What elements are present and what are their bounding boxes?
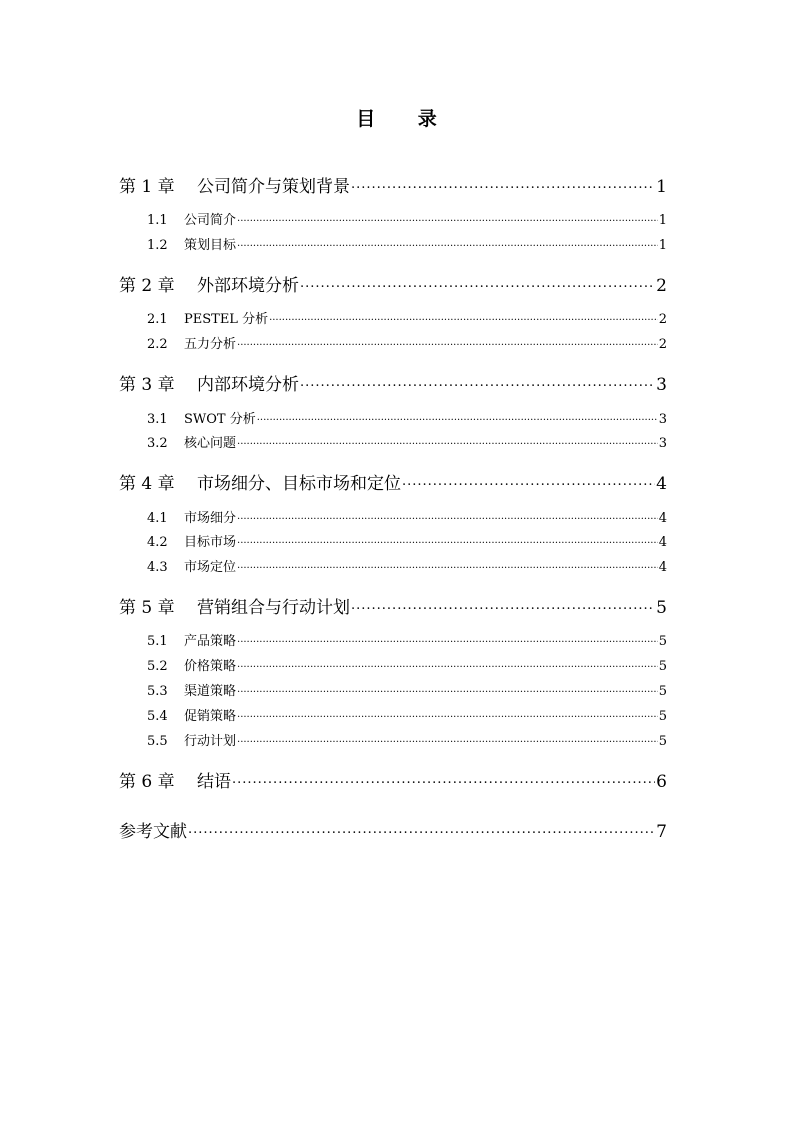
entry-page-number: 5: [658, 734, 667, 749]
entry-page-number: 5: [658, 634, 667, 649]
entry-number: 2.2: [147, 337, 168, 352]
entry-label: 目标市场: [184, 535, 237, 550]
dot-leader: [237, 211, 658, 224]
entry-page-number: 4: [656, 474, 667, 494]
entry-page-number: 6: [656, 772, 667, 792]
entry-number: 3.1: [147, 412, 168, 427]
dot-leader: [237, 509, 658, 522]
dot-leader: [237, 335, 658, 348]
entry-label: 外部环境分析: [197, 276, 299, 296]
entry-page-number: 5: [658, 709, 667, 724]
entry-label: 产品策略: [184, 634, 237, 649]
entry-page-number: 4: [658, 535, 667, 550]
toc-entry-section-3-2[interactable]: [147, 432, 667, 451]
entry-label: 市场细分、目标市场和定位: [197, 474, 401, 494]
dot-leader: [237, 434, 658, 447]
toc-entry-section-5-3[interactable]: [147, 680, 667, 699]
entry-label: 市场定位: [184, 560, 237, 575]
entry-page-number: 5: [658, 659, 667, 674]
entry-label: 五力分析: [184, 337, 237, 352]
dot-leader: [237, 558, 658, 571]
entry-label: 策划目标: [184, 238, 237, 253]
dot-leader: [237, 707, 658, 720]
dot-leader: [232, 770, 655, 787]
dot-leader: [237, 632, 658, 645]
entry-number: 1.2: [147, 238, 168, 253]
entry-label: 促销策略: [184, 709, 237, 724]
entry-label: PESTEL 分析: [184, 312, 269, 327]
toc-entry-section-4-1[interactable]: [147, 507, 667, 526]
entry-page-number: 2: [656, 276, 667, 296]
entry-label: 渠道策略: [184, 684, 237, 699]
entry-label: 公司简介: [184, 213, 237, 228]
entry-label: SWOT 分析: [184, 412, 256, 427]
dot-leader: [237, 732, 658, 745]
entry-label: 行动计划: [184, 734, 237, 749]
entry-label: 公司简介与策划背景: [197, 177, 350, 197]
dot-leader: [402, 472, 655, 489]
entry-label: 核心问题: [184, 436, 237, 451]
entry-page-number: 1: [658, 238, 667, 253]
entry-number: 3.2: [147, 436, 168, 451]
entry-page-number: 1: [658, 213, 667, 228]
dot-leader: [237, 657, 658, 670]
entry-number: 5.4: [147, 709, 168, 724]
entry-page-number: 5: [658, 684, 667, 699]
toc-entry-section-3-1[interactable]: [147, 408, 667, 427]
dot-leader: [300, 373, 655, 390]
toc-entry-section-4-3[interactable]: [147, 556, 667, 575]
entry-number: 第 2 章: [119, 276, 175, 296]
entry-number: 5.2: [147, 659, 168, 674]
toc-entry-section-5-1[interactable]: [147, 630, 667, 649]
entry-number: 4.2: [147, 535, 168, 550]
entry-number: 4.3: [147, 560, 168, 575]
entry-label: 参考文献: [119, 822, 187, 842]
entry-number: 1.1: [147, 213, 168, 228]
entry-number: 第 5 章: [119, 598, 175, 618]
entry-label: 价格策略: [184, 659, 237, 674]
entry-page-number: 1: [656, 177, 667, 197]
dot-leader: [351, 175, 655, 192]
toc-entry-section-5-5[interactable]: [147, 730, 667, 749]
entry-page-number: 2: [658, 312, 667, 327]
entry-number: 第 3 章: [119, 375, 175, 395]
entry-label: 内部环境分析: [197, 375, 299, 395]
dot-leader: [300, 274, 655, 291]
dot-leader: [237, 533, 658, 546]
toc-entry-section-5-2[interactable]: [147, 655, 667, 674]
entry-page-number: 3: [658, 412, 667, 427]
toc-entry-section-2-1[interactable]: [147, 308, 667, 327]
toc-entry-chapter-1[interactable]: [119, 172, 667, 197]
dot-leader: [257, 410, 658, 423]
entry-number: 5.1: [147, 634, 168, 649]
entry-number: 第 4 章: [119, 474, 175, 494]
dot-leader: [237, 236, 658, 249]
entry-page-number: 5: [656, 598, 667, 618]
entry-label: 市场细分: [184, 511, 237, 526]
entry-page-number: 3: [658, 436, 667, 451]
toc-entry-chapter-4[interactable]: [119, 469, 667, 494]
entry-page-number: 4: [658, 560, 667, 575]
toc-entry-chapter-5[interactable]: [119, 593, 667, 618]
entry-page-number: 4: [658, 511, 667, 526]
toc-entry-chapter-2[interactable]: [119, 271, 667, 296]
toc-entry-section-2-2[interactable]: [147, 333, 667, 352]
entry-number: 第 6 章: [119, 772, 175, 792]
entry-label: 营销组合与行动计划: [197, 598, 350, 618]
entry-page-number: 7: [656, 822, 667, 842]
entry-page-number: 2: [658, 337, 667, 352]
toc-entry-chapter-6[interactable]: [119, 767, 667, 792]
dot-leader: [351, 596, 655, 613]
entry-number: 第 1 章: [119, 177, 175, 197]
toc-entry-section-1-2[interactable]: [147, 234, 667, 253]
toc-entry-references[interactable]: [119, 817, 667, 842]
entry-number: 5.3: [147, 684, 168, 699]
dot-leader: [188, 820, 655, 837]
entry-label: 结语: [197, 772, 231, 792]
entry-number: 2.1: [147, 312, 168, 327]
toc-entry-chapter-3[interactable]: [119, 370, 667, 395]
toc-title: 目 录: [356, 108, 455, 130]
dot-leader: [269, 310, 658, 323]
entry-number: 4.1: [147, 511, 168, 526]
entry-number: 5.5: [147, 734, 168, 749]
toc-entry-section-5-4[interactable]: [147, 705, 667, 724]
toc-entry-section-1-1[interactable]: [147, 209, 667, 228]
toc-entry-section-4-2[interactable]: [147, 531, 667, 550]
dot-leader: [237, 682, 658, 695]
entry-page-number: 3: [656, 375, 667, 395]
